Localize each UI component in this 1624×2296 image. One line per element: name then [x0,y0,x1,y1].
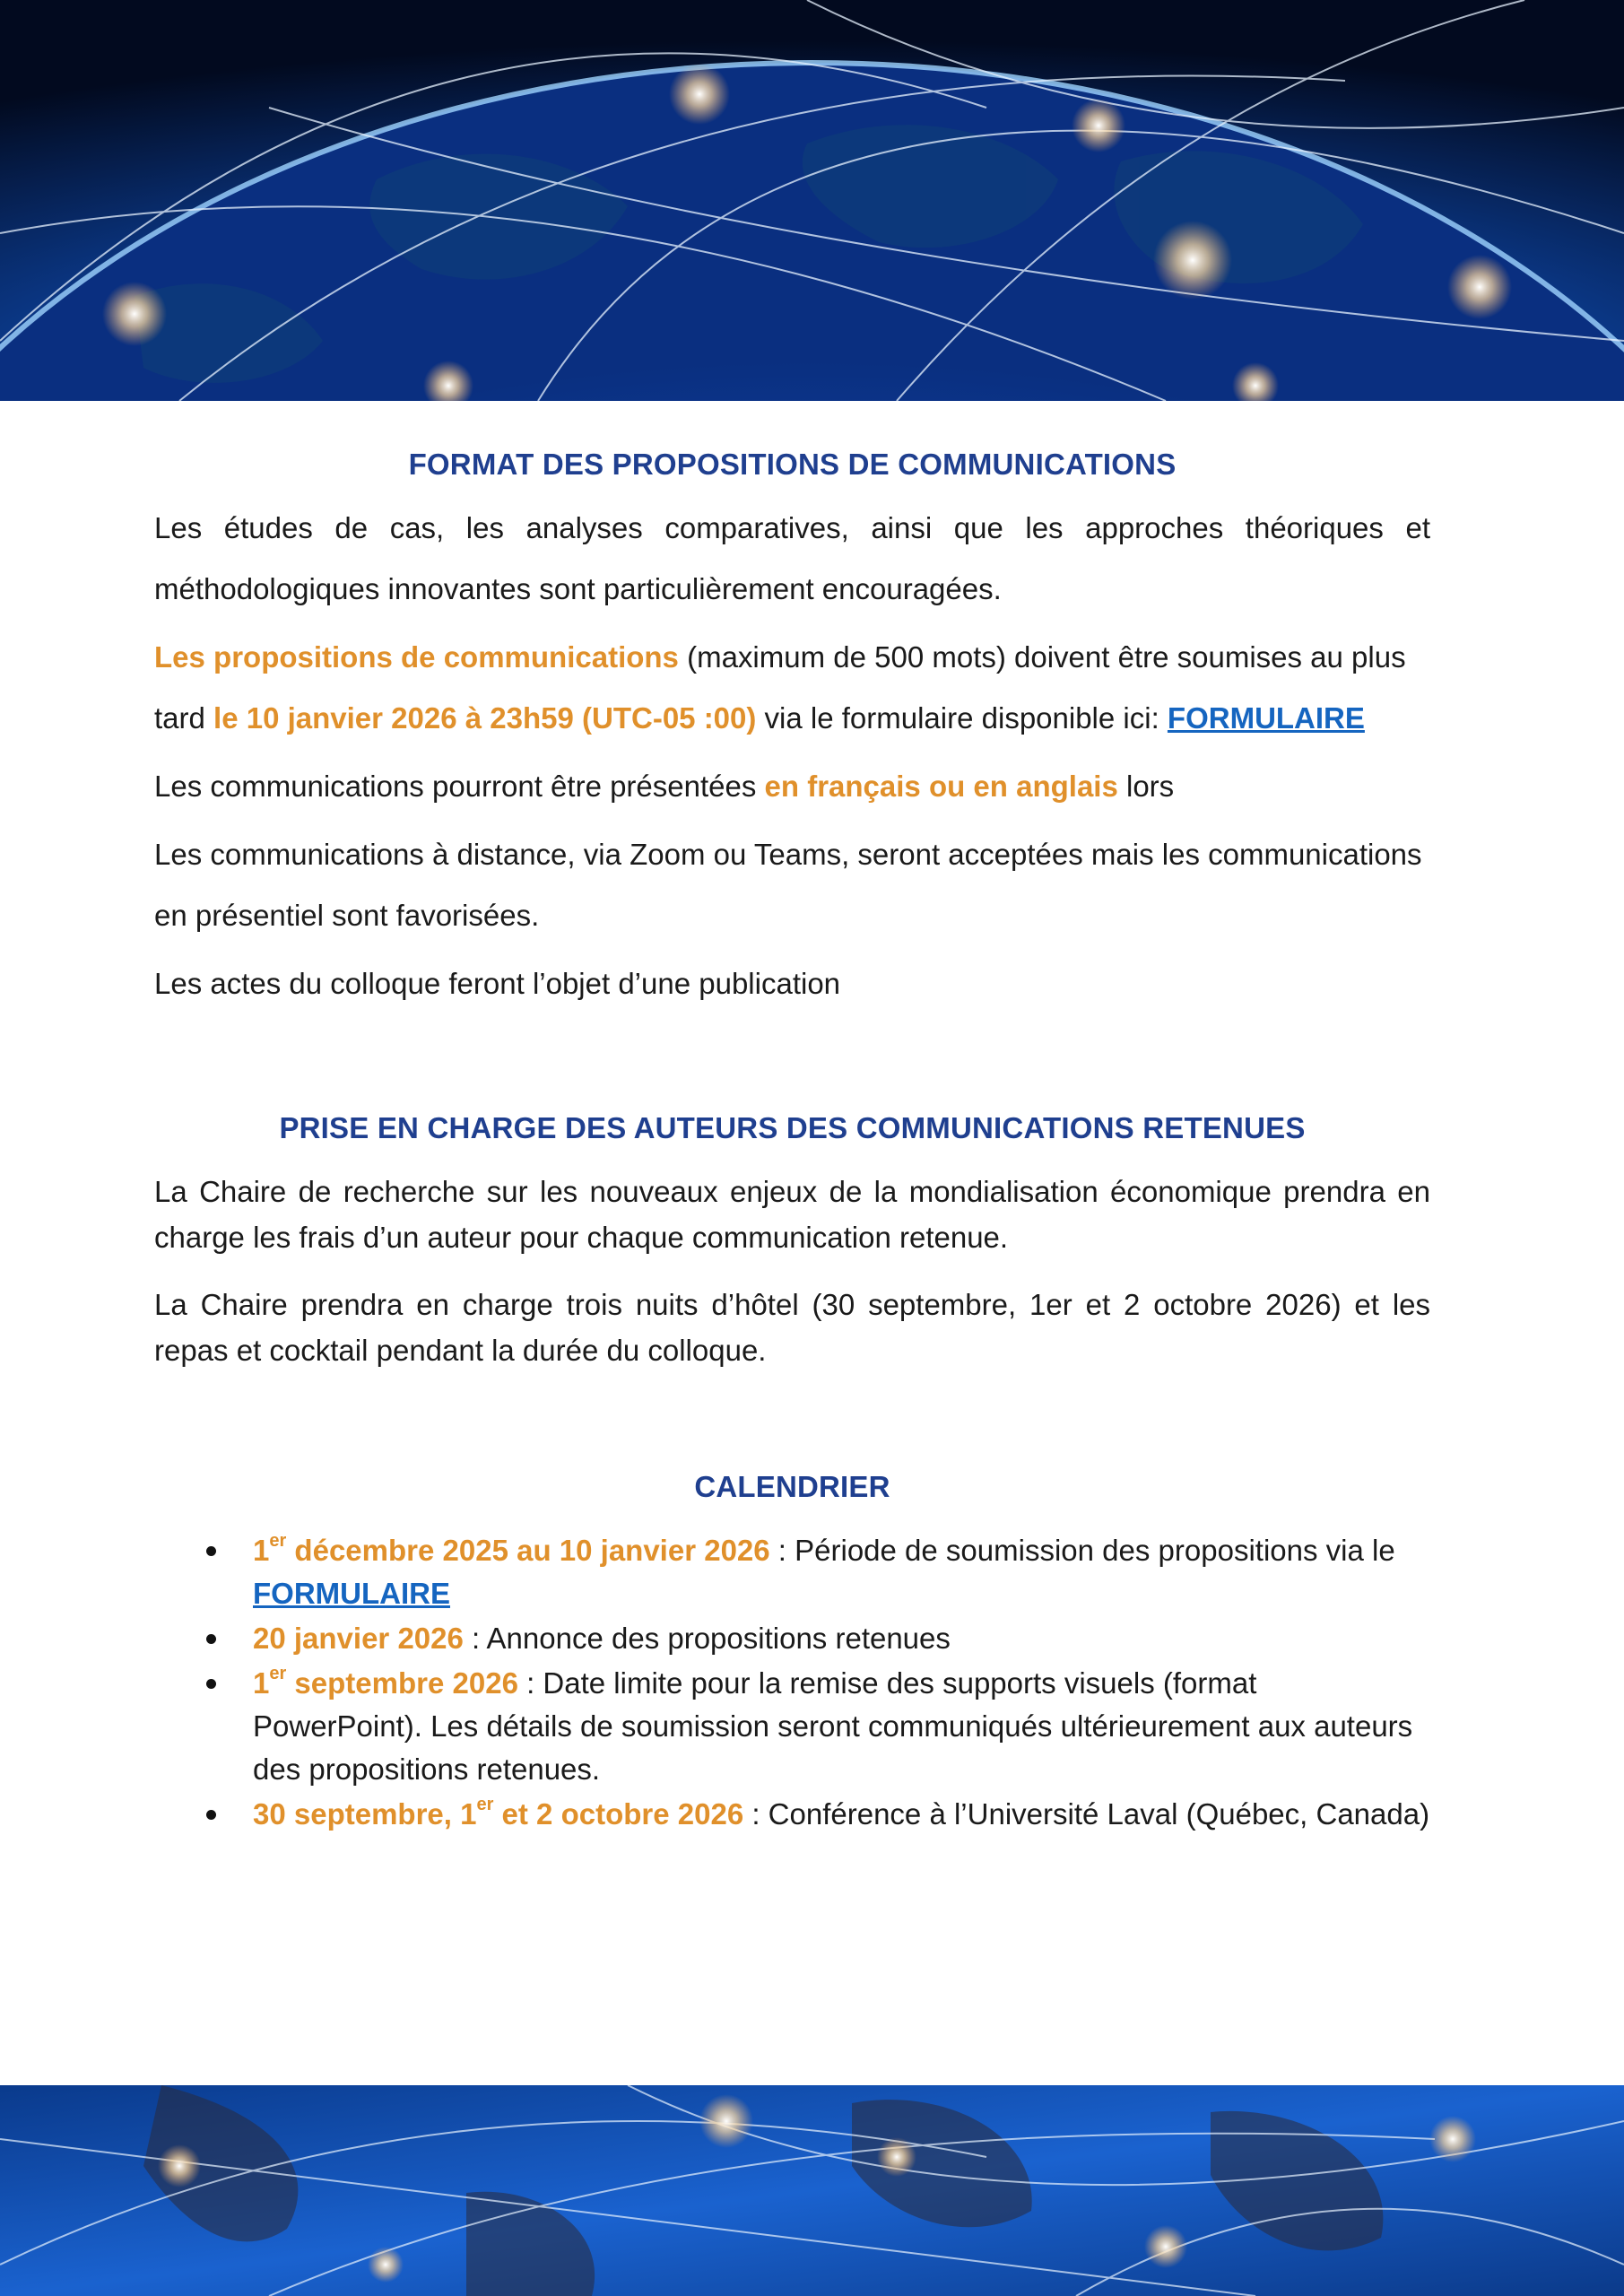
text-span: lors [1117,770,1175,803]
section-title-calendar: CALENDRIER [694,1470,890,1503]
bullet-icon [206,1546,216,1556]
text-span: via le formulaire disponible ici: [756,701,1168,735]
paragraph-chaire-costs: La Chaire de recherche sur les nouveaux enjeux de la mondialisation économique prendra en charge les frais d’un auteur pour chaque communication retenue. [154,1175,1430,1254]
paragraph-encouraged: Les études de cas, les analyses comparatives, ainsi que les approches théoriques et méthodologiques innovantes sont particulièrement encouragées. [154,511,1430,605]
formulaire-link[interactable]: FORMULAIRE [1167,701,1365,735]
globe-network-image [0,0,1624,401]
bullet-icon [206,1679,216,1689]
document-body [154,401,1430,1836]
banner-top [0,0,1624,401]
calendar-date: 30 septembre, 1er et 2 octobre 2026 [253,1795,744,1831]
banner-bottom [0,2085,1624,2296]
calendar-list [154,1529,1430,1836]
bullet-icon [206,1810,216,1820]
list-item [154,1662,1430,1791]
world-lights-image [0,2085,1624,2296]
list-item [154,1793,1430,1836]
text-span: Les communications pourront être présentées [154,770,765,803]
paragraph-languages [154,756,1430,817]
paragraph-hotel: La Chaire prendra en charge trois nuits d’hôtel (30 septembre, 1er et 2 octobre 2026) et les repas et cocktail pendant la durée du colloque. [154,1288,1430,1367]
calendar-date: 1er décembre 2025 au 10 janvier 2026 [253,1531,770,1567]
section-title-authors: PRISE EN CHARGE DES AUTEURS DES COMMUNICATIONS RETENUES [279,1111,1306,1144]
calendar-text: : Date limite pour la remise des supports visuels (format PowerPoint). Les détails de soumission seront communiqués ultérieurement aux auteurs des propositions retenues. [253,1666,1413,1786]
calendar-text: : Annonce des propositions retenues [463,1622,951,1655]
highlight-languages: en français ou en anglais [764,770,1118,803]
highlight-deadline: le 10 janvier 2026 à 23h59 (UTC-05 :00) [213,701,757,735]
list-item [154,1529,1430,1615]
highlight-proposals: Les propositions de communications [154,640,679,674]
bullet-icon [206,1634,216,1644]
paragraph-remote: Les communications à distance, via Zoom ou Teams, seront acceptées mais les communications en présentiel sont favorisées. [154,838,1422,932]
calendar-date: 20 janvier 2026 [253,1622,464,1655]
calendar-date: 1er septembre 2026 [253,1664,518,1700]
formulaire-link[interactable]: FORMULAIRE [253,1577,450,1610]
paragraph-publication: Les actes du colloque feront l’objet d’une publication [154,967,841,1000]
list-item [154,1617,1430,1660]
section-title-format: FORMAT DES PROPOSITIONS DE COMMUNICATIONS [408,448,1177,481]
text-span: (maximum de 500 mots) doivent être soumises au plus tard [154,640,1406,735]
paragraph-submission [154,627,1430,749]
calendar-text: : Conférence à l’Université Laval (Québec, Canada) [743,1797,1430,1831]
calendar-text: : Période de soumission des propositions via le [769,1534,1395,1567]
